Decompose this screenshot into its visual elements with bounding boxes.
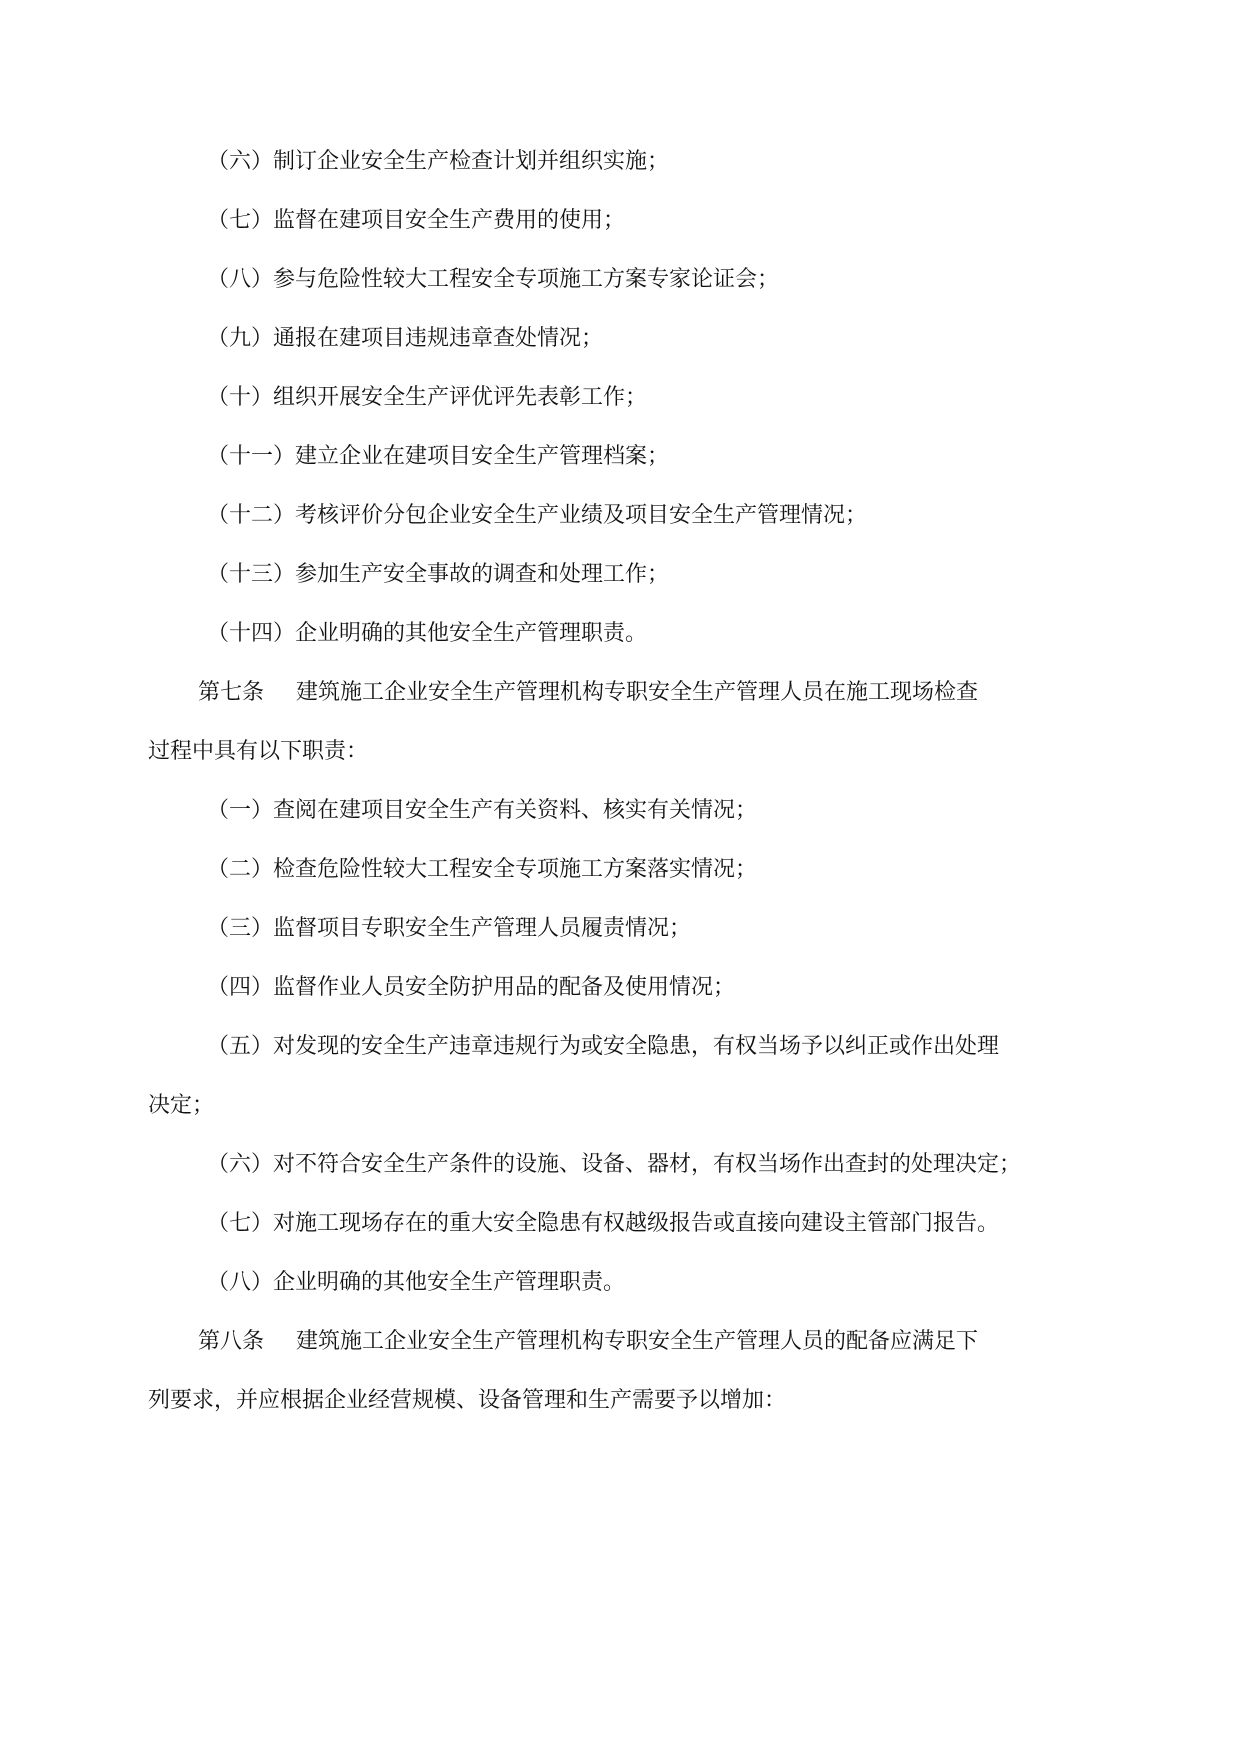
list-item: （六）制订企业安全生产检查计划并组织实施；: [207, 149, 670, 174]
article-8-continuation: 列要求，并应根据企业经营规模、设备管理和生产需要予以增加：: [148, 1388, 787, 1413]
list-item: （二）检查危险性较大工程安全专项施工方案落实情况；: [207, 857, 758, 882]
list-item: （十三）参加生产安全事故的调查和处理工作；: [207, 562, 670, 587]
article-7-heading: [198, 678, 978, 708]
list-item: （十四）企业明确的其他安全生产管理职责。: [207, 621, 648, 646]
list-item-continuation: 决定；: [148, 1093, 215, 1118]
list-item: （六）对不符合安全生产条件的设施、设备、器材，有权当场作出查封的处理决定；: [207, 1152, 1022, 1177]
list-item: （八）参与危险性较大工程安全专项施工方案专家论证会；: [207, 267, 780, 292]
list-item: （三）监督项目专职安全生产管理人员履责情况；: [207, 916, 692, 941]
list-item: （十一）建立企业在建项目安全生产管理档案；: [207, 444, 670, 469]
list-item: （十二）考核评价分包企业安全生产业绩及项目安全生产管理情况；: [207, 503, 868, 528]
article-7-continuation: 过程中具有以下职责：: [148, 739, 369, 764]
article-8-heading: [198, 1327, 978, 1357]
article-number: 第八条: [198, 1329, 265, 1354]
article-text: 建筑施工企业安全生产管理机构专职安全生产管理人员的配备应满足下: [296, 1329, 979, 1354]
list-item: （七）监督在建项目安全生产费用的使用；: [207, 208, 626, 233]
list-item: （五）对发现的安全生产违章违规行为或安全隐患，有权当场予以纠正或作出处理: [207, 1034, 1000, 1059]
list-item: （四）监督作业人员安全防护用品的配备及使用情况；: [207, 975, 736, 1000]
list-item: （七）对施工现场存在的重大安全隐患有权越级报告或直接向建设主管部门报告。: [207, 1211, 1000, 1236]
list-item: （一）查阅在建项目安全生产有关资料、核实有关情况；: [207, 798, 758, 823]
list-item: （十）组织开展安全生产评优评先表彰工作；: [207, 385, 648, 410]
list-item: （八）企业明确的其他安全生产管理职责。: [207, 1270, 626, 1295]
article-number: 第七条: [198, 680, 265, 705]
article-text: 建筑施工企业安全生产管理机构专职安全生产管理人员在施工现场检查: [296, 680, 979, 705]
list-item: （九）通报在建项目违规违章查处情况；: [207, 326, 604, 351]
